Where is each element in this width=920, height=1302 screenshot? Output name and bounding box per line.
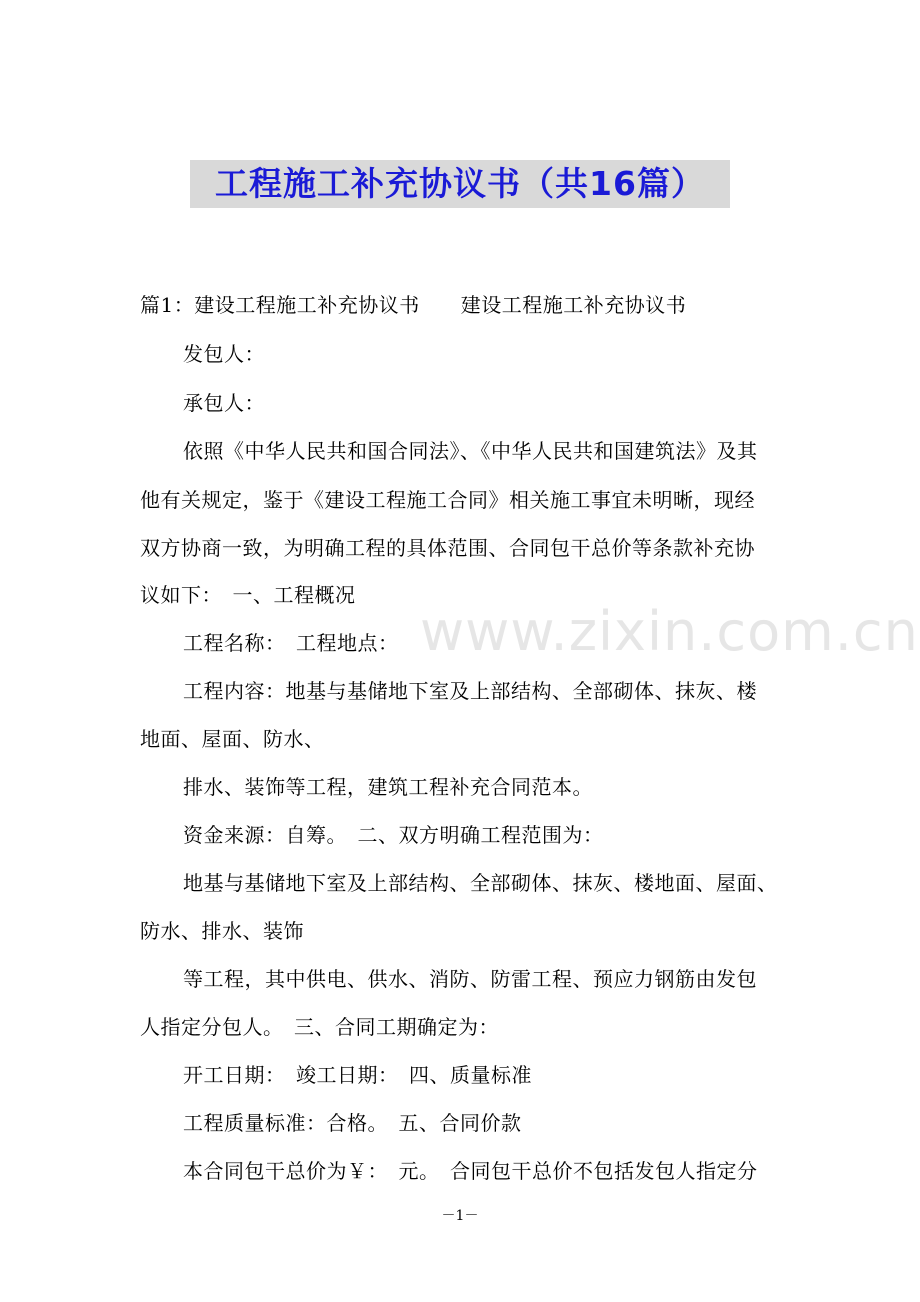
text-line: 资金来源：自筹。 二、双方明确工程范围为： (183, 823, 604, 847)
text-line: 地基与基储地下室及上部结构、全部砌体、抹灰、楼地面、屋面、 (183, 871, 778, 895)
text-line: 人指定分包人。 三、合同工期确定为： (140, 1015, 499, 1039)
watermark: www.zixin.com.cn (420, 600, 919, 663)
text-line: 议如下： 一、工程概况 (140, 583, 356, 607)
text-line: 工程内容：地基与基储地下室及上部结构、全部砌体、抹灰、楼 (183, 679, 757, 703)
title-highlight (190, 160, 730, 208)
section-heading: 篇1：建设工程施工补充协议书 建设工程施工补充协议书 (140, 293, 687, 317)
text-line: 防水、排水、装饰 (140, 919, 304, 943)
document-title: 工程施工补充协议书（共16篇） (215, 164, 705, 203)
text-line: 他有关规定，鉴于《建设工程施工合同》相关施工事宜未明晰，现经 (140, 488, 755, 512)
text-line: 承包人： (183, 391, 265, 415)
text-line: 工程名称： 工程地点： (183, 631, 399, 655)
text-line: 地面、屋面、防水、 (140, 727, 325, 751)
text-line: 开工日期： 竣工日期： 四、质量标准 (183, 1063, 532, 1087)
text-line: 工程质量标准：合格。 五、合同价款 (183, 1111, 522, 1135)
text-line: 排水、装饰等工程，建筑工程补充合同范本。 (183, 775, 593, 799)
page-number: －1－ (441, 1208, 479, 1224)
text-line: 双方协商一致，为明确工程的具体范围、合同包干总价等条款补充协 (140, 536, 755, 560)
text-line: 发包人： (183, 342, 265, 366)
text-line: 本合同包干总价为￥： 元。 合同包干总价不包括发包人指定分 (183, 1159, 758, 1183)
text-line: 等工程，其中供电、供水、消防、防雷工程、预应力钢筋由发包 (183, 967, 757, 991)
text-line: 依照《中华人民共和国合同法》、《中华人民共和国建筑法》及其 (183, 439, 758, 463)
